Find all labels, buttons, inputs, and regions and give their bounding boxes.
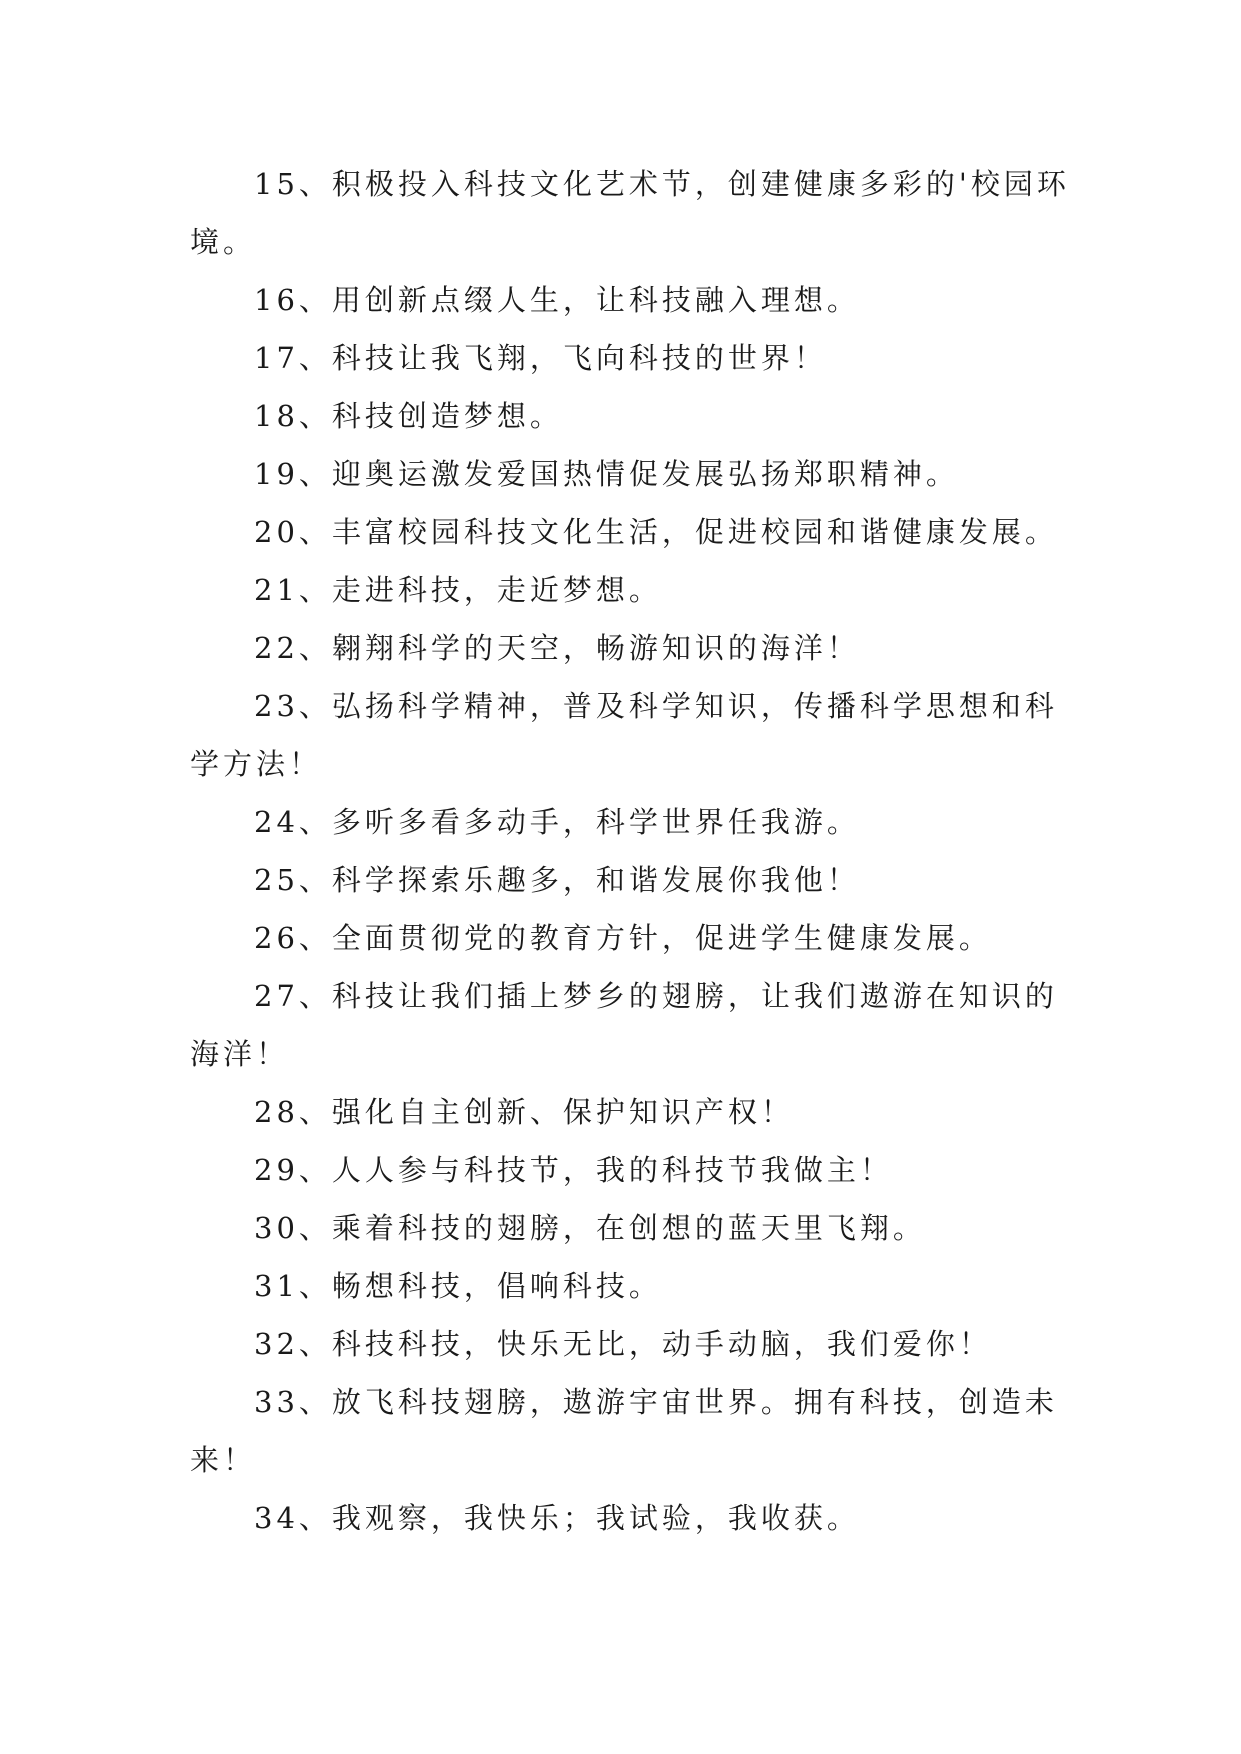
- list-item: 16、用创新点缀人生，让科技融入理想。: [254, 283, 860, 317]
- slogan-list: [190, 155, 1070, 1547]
- list-item: 24、多听多看多动手，科学世界任我游。: [254, 805, 860, 839]
- list-item: 18、科技创造梦想。: [254, 399, 563, 433]
- list-item: 25、科学探索乐趣多，和谐发展你我他！: [254, 863, 860, 897]
- list-item: 31、畅想科技，倡响科技。: [254, 1269, 662, 1303]
- list-item: 22、翱翔科学的天空，畅游知识的海洋！: [254, 631, 860, 665]
- list-item: 27、科技让我们插上梦乡的翅膀，让我们遨游在知识的海洋！: [190, 979, 1058, 1071]
- list-item: 15、积极投入科技文化艺术节，创建健康多彩的'校园环境。: [190, 167, 1070, 259]
- list-item: 26、全面贯彻党的教育方针，促进学生健康发展。: [254, 921, 992, 955]
- list-item: 20、丰富校园科技文化生活，促进校园和谐健康发展。: [254, 515, 1058, 549]
- list-item: 17、科技让我飞翔，飞向科技的世界！: [254, 341, 827, 375]
- list-item: 34、我观察，我快乐；我试验，我收获。: [254, 1501, 860, 1535]
- list-item: 29、人人参与科技节，我的科技节我做主！: [254, 1153, 893, 1187]
- list-item: 19、迎奥运激发爱国热情促发展弘扬郑职精神。: [254, 457, 959, 491]
- list-item: 32、科技科技，快乐无比，动手动脑，我们爱你！: [254, 1327, 992, 1361]
- list-item: 28、强化自主创新、保护知识产权！: [254, 1095, 794, 1129]
- list-item: 33、放飞科技翅膀，遨游宇宙世界。拥有科技，创造未来！: [190, 1385, 1058, 1477]
- list-item: 23、弘扬科学精神，普及科学知识，传播科学思想和科学方法！: [190, 689, 1058, 781]
- list-item: 30、乘着科技的翅膀，在创想的蓝天里飞翔。: [254, 1211, 926, 1245]
- list-item: 21、走进科技，走近梦想。: [254, 573, 662, 607]
